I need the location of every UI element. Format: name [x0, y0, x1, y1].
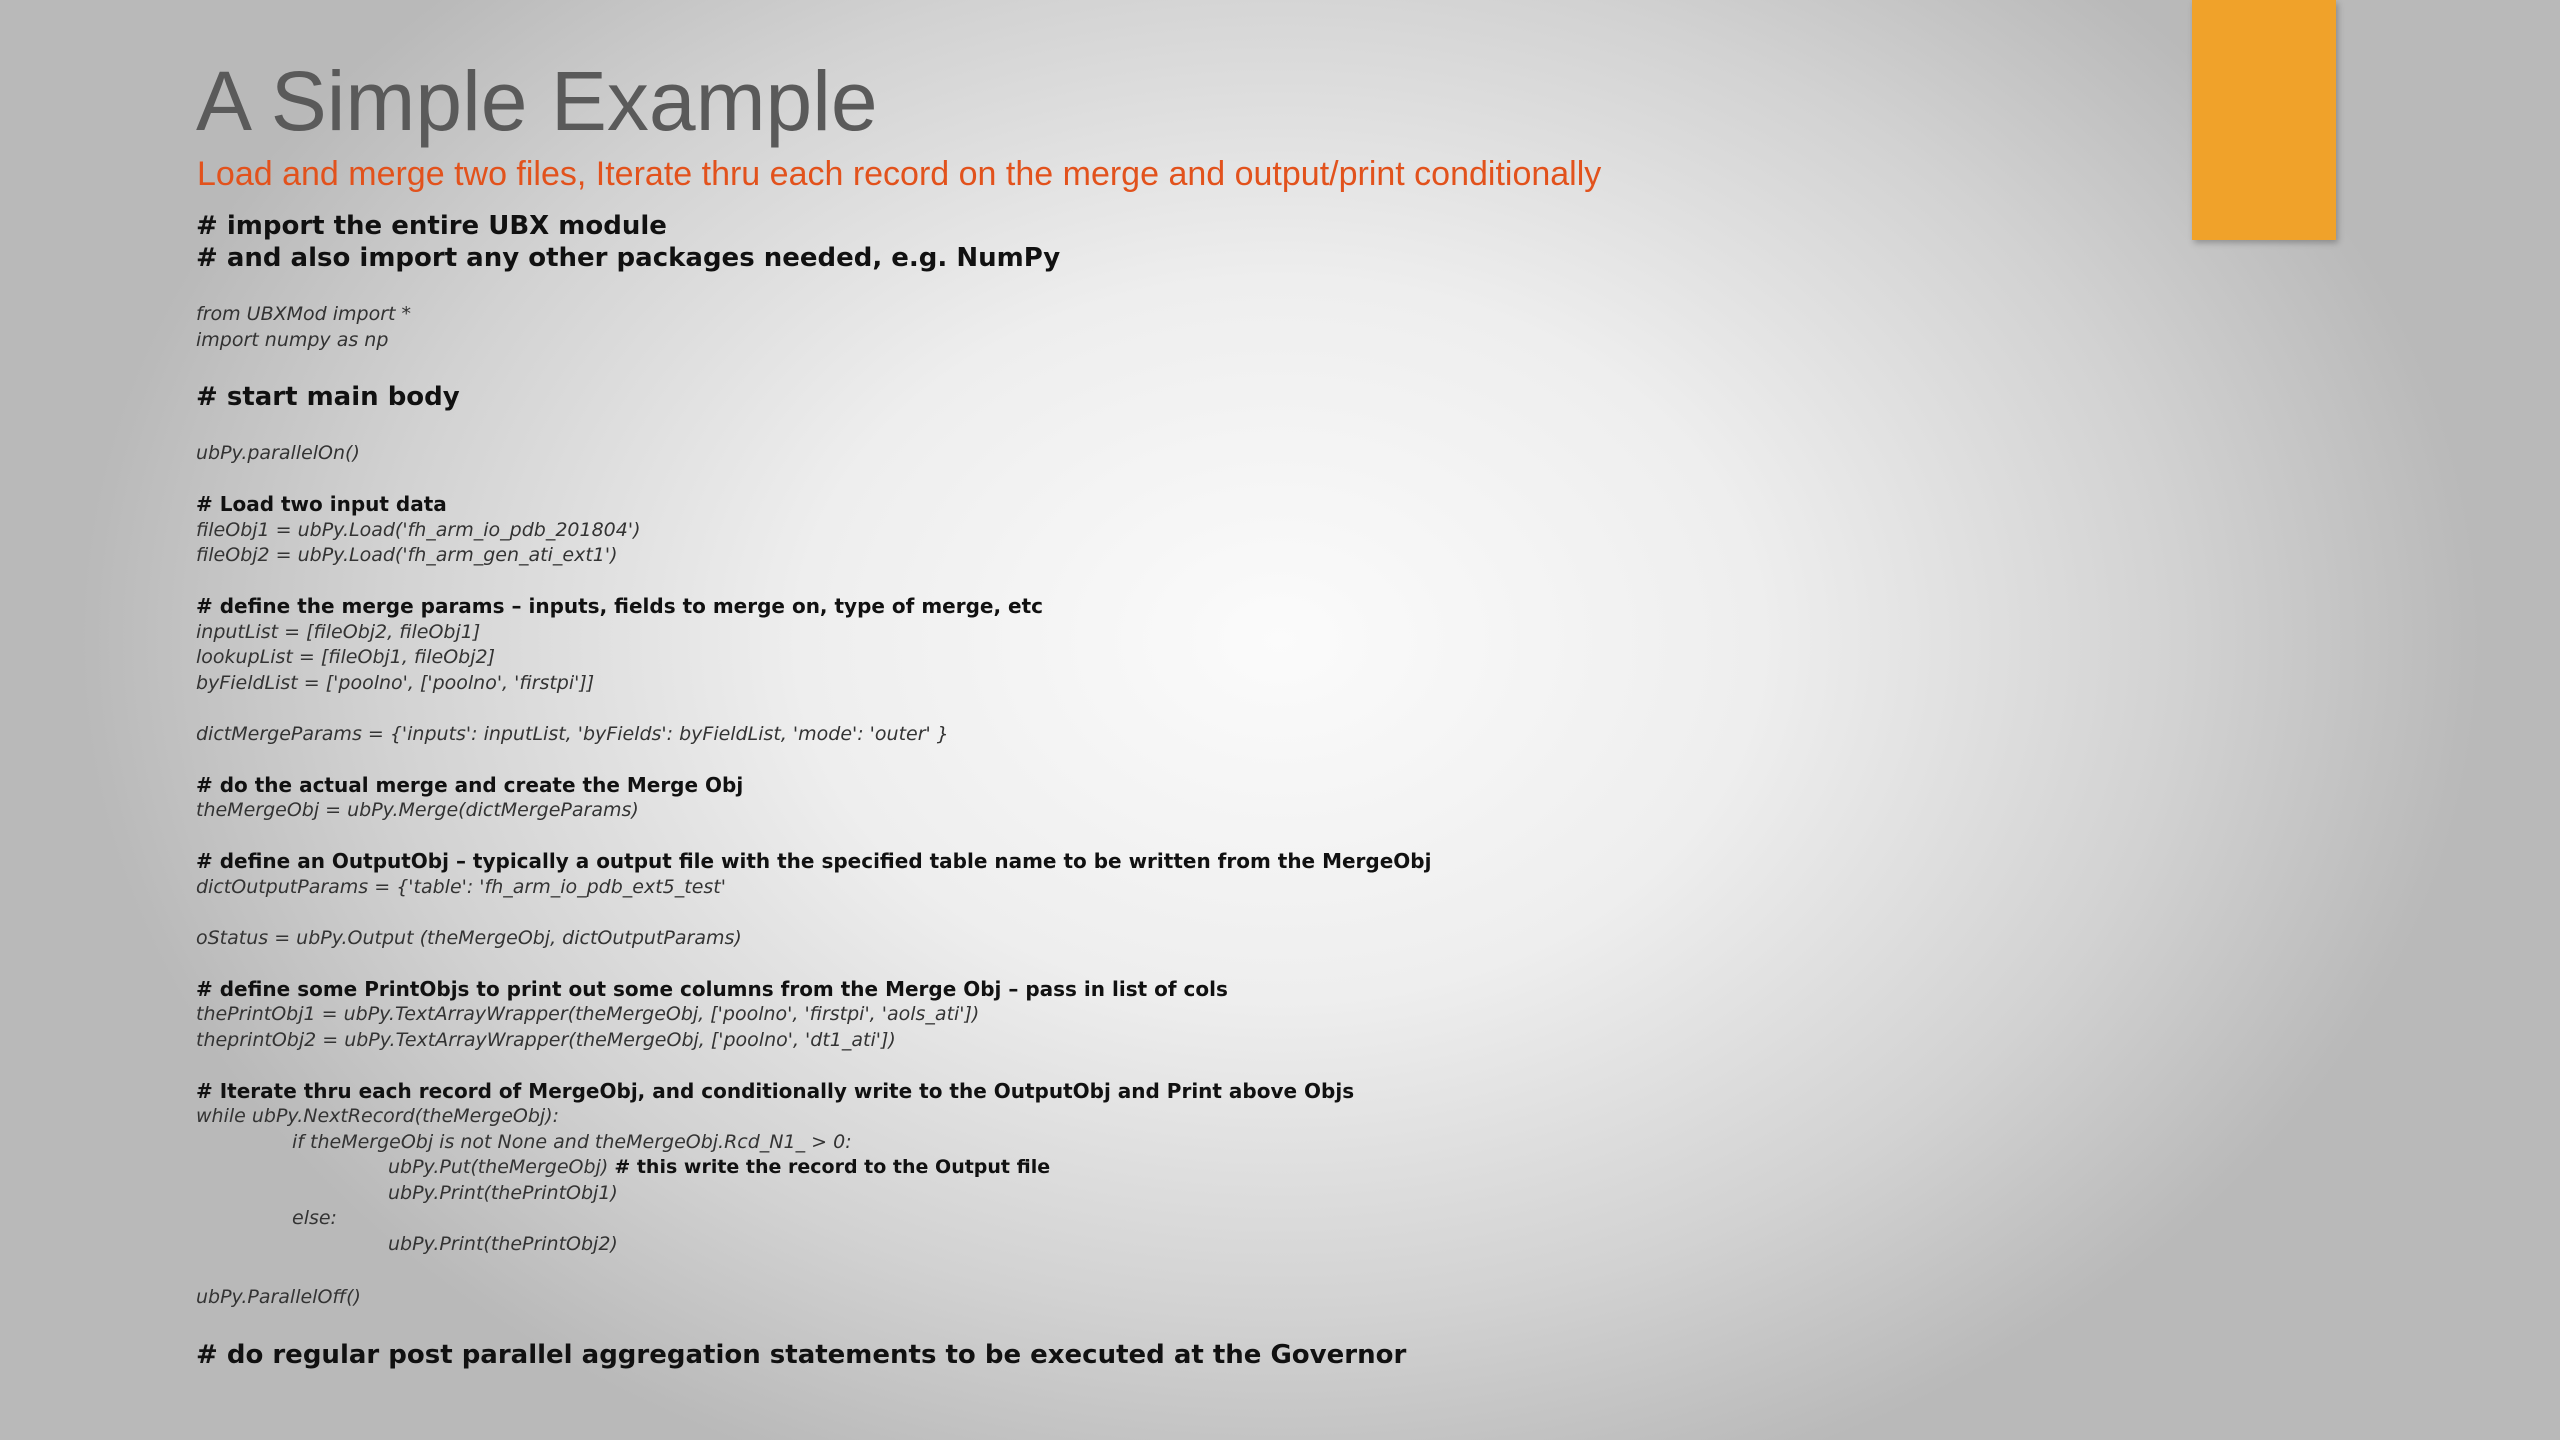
code-import-numpy: import numpy as np	[196, 328, 389, 351]
comment-load: # Load two input data	[196, 492, 447, 516]
accent-rectangle	[2192, 0, 2336, 240]
comment-merge-params: # define the merge params – inputs, fields to merge on, type of merge, etc	[196, 594, 1044, 618]
code-else: else:	[292, 1207, 337, 1229]
comment-import-packages: # and also import any other packages needed, e.g. NumPy	[196, 243, 1061, 273]
code-print-1: ubPy.Print(thePrintObj1)	[388, 1181, 618, 1204]
code-load-file-2: fileObj2 = ubPy.Load('fh_arm_gen_ati_ext1')	[196, 544, 618, 566]
comment-iterate: # Iterate thru each record of MergeObj, and conditionally write to the OutputObj and Print above Objs	[196, 1078, 1355, 1103]
code-print-obj-2: theprintObj2 = ubPy.TextArrayWrapper(theMergeObj, ['poolno', 'dt1_ati'])	[196, 1028, 896, 1051]
comment-main-body: # start main body	[196, 382, 460, 412]
code-put-line	[196, 1155, 1896, 1181]
code-by-field-list: byFieldList = ['poolno', ['poolno', 'firstpi']]	[196, 671, 595, 694]
code-dict-merge-params: dictMergeParams = {'inputs': inputList, 'byFields': byFieldList, 'mode': 'outer' }	[196, 722, 949, 745]
code-parallel-off: ubPy.ParallelOff()	[196, 1286, 361, 1308]
slide-title: A Simple Example	[196, 54, 878, 148]
code-dict-output-params: dictOutputParams = {'table': 'fh_arm_io_pdb_ext5_test'	[196, 875, 726, 898]
code-print-2: ubPy.Print(thePrintObj2)	[388, 1232, 618, 1255]
comment-print-objs: # define some PrintObjs to print out some columns from the Merge Obj – pass in list of cols	[196, 976, 1228, 1001]
comment-put: # this write the record to the Output file	[614, 1156, 1051, 1178]
comment-import: # import the entire UBX module	[196, 211, 667, 241]
code-import-ubx: from UBXMod import *	[196, 303, 412, 325]
comment-post-parallel: # do regular post parallel aggregation statements to be executed at the Governor	[196, 1339, 1407, 1370]
code-content	[196, 210, 1896, 1371]
code-parallel-on: ubPy.parallelOn()	[196, 442, 360, 464]
comment-output: # define an OutputObj – typically a output file with the specified table name to be written from the MergeObj	[196, 849, 1432, 873]
code-merge: theMergeObj = ubPy.Merge(dictMergeParams)	[196, 799, 639, 821]
code-while: while ubPy.NextRecord(theMergeObj):	[196, 1105, 560, 1127]
code-load-file-1: fileObj1 = ubPy.Load('fh_arm_io_pdb_201804')	[196, 518, 641, 541]
code-print-obj-1: thePrintObj1 = ubPy.TextArrayWrapper(theMergeObj, ['poolno', 'firstpi', 'aols_ati'])	[196, 1003, 980, 1025]
code-if: if theMergeObj is not None and theMergeObj.Rcd_N1_ > 0:	[292, 1130, 852, 1153]
code-put: ubPy.Put(theMergeObj)	[388, 1156, 615, 1178]
code-lookup-list: lookupList = [fileObj1, fileObj2]	[196, 646, 495, 668]
comment-merge: # do the actual merge and create the Merge Obj	[196, 772, 744, 797]
code-input-list: inputList = [fileObj2, fileObj1]	[196, 620, 481, 643]
code-output-status: oStatus = ubPy.Output (theMergeObj, dictOutputParams)	[196, 926, 742, 949]
slide-subtitle: Load and merge two files, Iterate thru each record on the merge and output/print conditionally	[197, 155, 1602, 193]
